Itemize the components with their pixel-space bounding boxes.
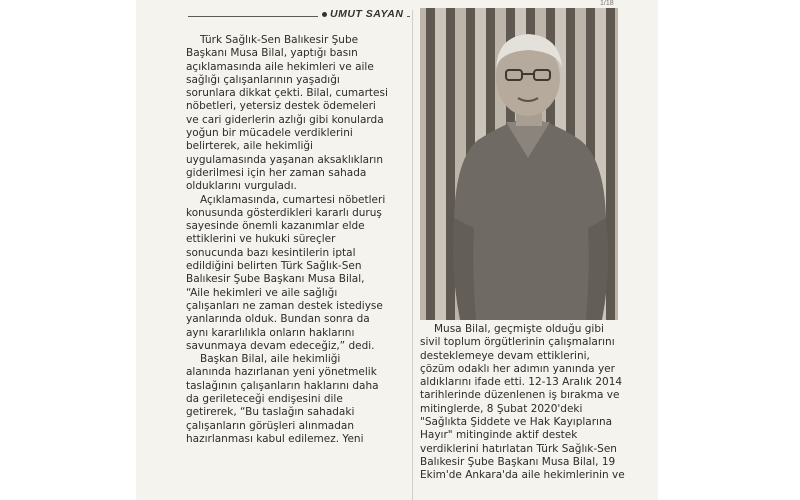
article-line: sonucunda bazı kesintilerin iptal — [186, 246, 356, 259]
article-line: “Aile hekimleri ve aile sağlığı — [186, 286, 338, 299]
portrait-illustration — [420, 8, 618, 320]
article-line: çalışanları ne zaman destek istediyse — [186, 299, 383, 312]
article-line: sağlığı çalışanlarının yaşadığı — [186, 73, 340, 86]
article-line: sayesinde önemli kazanımlar elde — [186, 220, 365, 233]
article-line: nöbetleri, yetersiz destek ödemeleri — [186, 100, 376, 113]
article-line: Başkan Bilal, aile hekimliği — [200, 353, 341, 366]
column-divider — [412, 10, 413, 500]
byline — [318, 8, 407, 20]
article-line: mitinglerde, 8 Şubat 2020'deki — [420, 402, 583, 415]
article-line: savunmaya devam edeceğiz,” dedi. — [186, 339, 375, 352]
article-line: sivil toplum örgütlerinin çalışmalarını — [420, 336, 615, 349]
bullet-icon — [322, 12, 327, 17]
article-line: Balıkesir Şube Başkanı Musa Bilal, — [186, 273, 365, 286]
article-line: çalışanların görüşleri alınmadan — [186, 419, 354, 432]
article-line: aldıklarını ifade etti. 12-13 Aralık 2014 — [420, 376, 623, 389]
article-line: olduklarını vurguladı. — [186, 180, 297, 193]
article-line: Açıklamasında, cumartesi nöbetleri — [200, 193, 386, 206]
article-line: getirerek, “Bu taslağın sahadaki — [186, 406, 355, 419]
article-line: giderilmesi için her zaman sahada — [186, 166, 367, 179]
article-left-column — [186, 34, 408, 446]
article-line: yoğun bir mücadele verdiklerini — [186, 127, 353, 140]
article-line: verdiklerini hatırlatan Türk Sağlık-Sen — [420, 442, 617, 455]
article-line: açıklamasında aile hekimleri ve aile — [186, 60, 374, 73]
article-line: edildiğini belirten Türk Sağlık-Sen — [186, 260, 362, 273]
article-line: belirterek, aile hekimliği — [186, 140, 313, 153]
article-line: aynı kararlılıkla onların haklarını — [186, 326, 355, 339]
article-line: Türk Sağlık-Sen Balıkesir Şube — [200, 34, 359, 46]
article-line: alanında hazırlanan yeni yönetmelik — [186, 366, 377, 379]
article-line: sorunlara dikkat çekti. Bilal, cumartesi — [186, 87, 388, 100]
article-line: ve cari giderlerin azlığı gibi konularda — [186, 113, 384, 126]
article-right-column — [420, 323, 658, 483]
article-line: hazırlanması kabul edilemez. Yeni — [186, 432, 364, 445]
article-line: desteklemeye devam ettiklerini, — [420, 349, 590, 362]
byline-text: UMUT SAYAN — [330, 8, 404, 20]
article-line: Musa Bilal, geçmişte olduğu gibi — [434, 323, 604, 335]
article-line: Başkanı Musa Bilal, yaptığı basın — [186, 47, 358, 60]
article-line: uygulamasında yaşanan aksaklıkların — [186, 153, 383, 166]
article-line: taslağının çalışanların haklarını daha — [186, 379, 379, 392]
article-line: çözüm odaklı her adımın yanında yer — [420, 362, 615, 375]
article-line: da gerileteceği endişesini dile — [186, 393, 343, 406]
article-line: tarihlerinde düzenlenen iş bırakma ve — [420, 389, 620, 402]
article-line: Hayır" mitinginde aktif destek — [420, 429, 578, 442]
article-line: Ekim'de Ankara'da aile hekimlerinin ve — [420, 469, 625, 482]
portrait-photo — [420, 8, 618, 320]
article-line: Balıkesir Şube Başkanı Musa Bilal, 19 — [420, 455, 616, 468]
article-line: yanlarında olduk. Bundan sonra da — [186, 313, 370, 326]
page-mark: 1/18 — [600, 0, 614, 7]
article-line: "Sağlıkta Şiddete ve Hak Kayıplarına — [420, 416, 613, 429]
article-line: ettiklerini ve hukuki süreçler — [186, 233, 336, 246]
article-line: konusunda gösterdikleri kararlı duruş — [186, 206, 382, 219]
